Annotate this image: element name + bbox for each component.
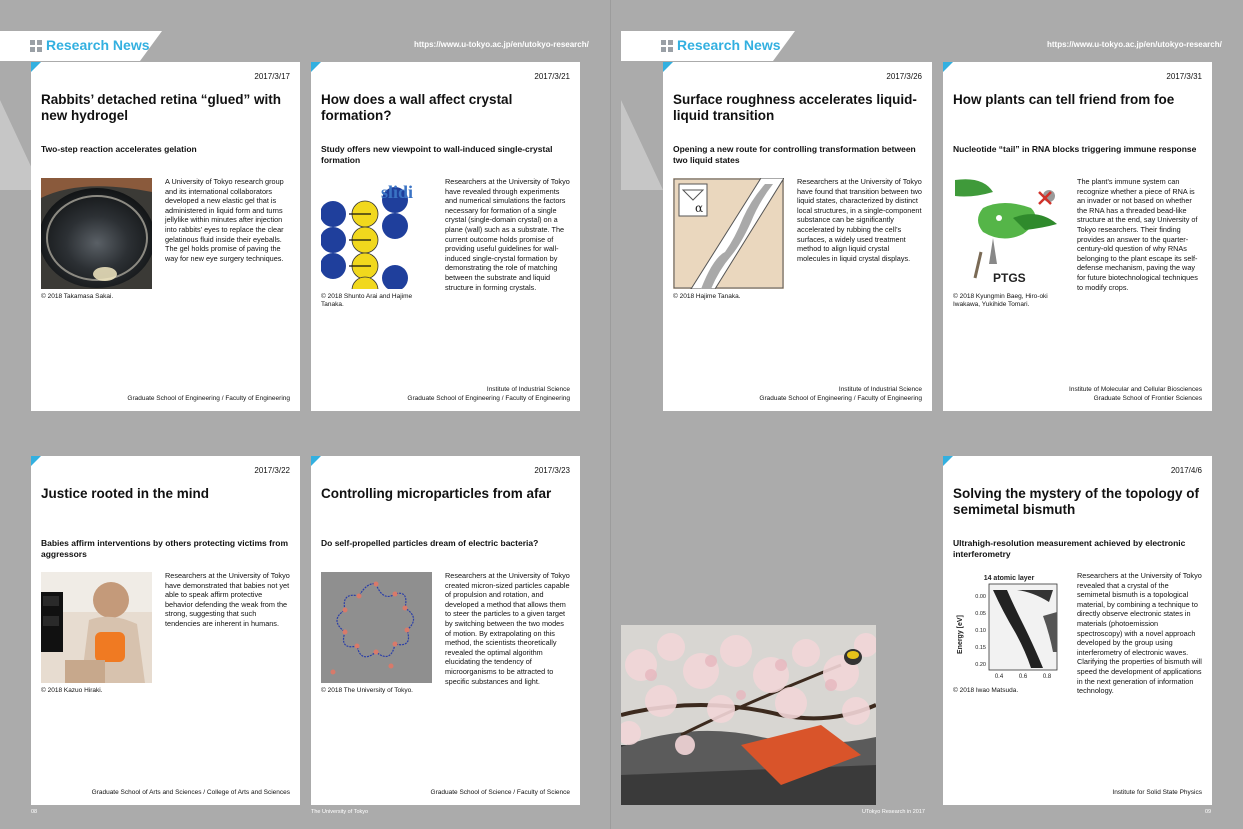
news-card-plant-immunity[interactable] <box>943 62 1212 411</box>
affiliation-line: Institute of Industrial Science <box>486 386 570 393</box>
right-page-number: 09 <box>1205 809 1212 815</box>
news-card-liquid-transition[interactable] <box>663 62 932 411</box>
card-subtitle: Ultrahigh-resolution measurement achieved by electronic interferometry <box>953 538 1186 559</box>
image-credit: © 2018 Kyungmin Baeg, Hiro-oki Iwakawa, Yukihide Tomari. <box>953 293 1048 308</box>
card-body: The plant’s immune system can recognize whether a piece of RNA is an invader or not based on whether the RNA has a threaded bead-like structure at the end, say University of Tokyo researchers. Their finding provides an answer to the quarter-century-old question of why RNAs belonging to the plant escape its self-defense mechanism, paving the way for future biotechnological techniques to modify crops. <box>1077 177 1198 292</box>
right-diagonal-band <box>621 100 663 190</box>
image-credit: © 2018 Shunto Arai and Hajime Tanaka. <box>321 293 413 308</box>
card-subtitle: Study offers new viewpoint to wall-induced single-crystal formation <box>321 144 553 165</box>
ptgs-label: PTGS <box>993 271 1026 285</box>
card-body: A University of Tokyo research group and its international collaborators developed a new elastic gel that is administered in liquid form and turns jellylike within minutes after injection into rabbits’ eyes to replace the clear gelatinous fluid inside their eyeballs. The gel holds promise of paving the way for new eye surgery techniques. <box>165 177 284 263</box>
card-corner-marker <box>943 456 953 466</box>
card-date: 2017/3/17 <box>254 72 290 81</box>
right-header-url[interactable]: https://www.u-tokyo.ac.jp/en/utokyo-research/ <box>1047 40 1222 49</box>
spread-gutter <box>610 0 611 829</box>
photoemission-plot <box>953 572 1064 683</box>
card-body: Researchers at the University of Tokyo have demonstrated that babies not yet able to speak affirm protective behavior defending the weak from the strong, suggesting that such tendencies are inherent in humans. <box>165 571 290 628</box>
card-date: 2017/4/6 <box>1170 466 1202 475</box>
news-card-babies-justice[interactable] <box>31 456 300 805</box>
baby-photo <box>41 572 152 683</box>
card-subtitle: Opening a new route for controlling transformation between two liquid states <box>673 144 916 165</box>
affiliation-line: Institute of Molecular and Cellular Biosciences <box>1069 386 1202 393</box>
liquid-transition-diagram <box>673 178 784 289</box>
xtick-label: 0.8 <box>1042 674 1052 680</box>
affiliation-line: Graduate School of Engineering / Faculty of Engineering <box>127 395 290 402</box>
plant-illustration <box>953 178 1064 289</box>
card-corner-marker <box>311 456 321 466</box>
particle-trajectory-image <box>321 572 432 683</box>
left-page-number: 08 <box>31 809 38 815</box>
affiliation-line: Graduate School of Arts and Sciences / College of Arts and Sciences <box>91 789 290 796</box>
card-affiliation <box>431 788 570 797</box>
news-card-bismuth-topology[interactable] <box>943 456 1212 805</box>
card-affiliation <box>127 394 290 403</box>
right-footer-title: UTokyo Research in 2017 <box>862 809 925 815</box>
card-corner-marker <box>943 62 953 72</box>
card-affiliation <box>1112 788 1202 797</box>
card-date: 2017/3/26 <box>886 72 922 81</box>
card-corner-marker <box>663 62 673 72</box>
ytick-label: 0.20 <box>975 662 986 668</box>
card-affiliation <box>92 788 290 797</box>
ytick-label: 0.05 <box>975 611 986 617</box>
affiliation-line: Graduate School of Engineering / Faculty of Engineering <box>407 395 570 402</box>
card-corner-marker <box>311 62 321 72</box>
card-date: 2017/3/31 <box>1166 72 1202 81</box>
card-corner-marker <box>31 62 41 72</box>
xtick-label: 0.6 <box>1018 674 1028 680</box>
right-section-label: Research News <box>677 37 781 53</box>
card-body: Researchers at the University of Tokyo have revealed through experiments and numerical simulations the factors necessary for formation of a single crystal (single-domain crystal) on a plane (wall) such as a substrate. The current outcome holds promise of providing useful guidelines for wall-induced single-crystal formation by demonstrating the role of matching between the substrate and liquid structure in forming crystals. <box>445 177 570 292</box>
card-title: Justice rooted in the mind <box>41 486 210 501</box>
left-header-url[interactable]: https://www.u-tokyo.ac.jp/en/utokyo-research/ <box>414 40 589 49</box>
research-news-icon <box>661 40 673 52</box>
plot-ylabel: Energy [eV] <box>957 615 964 654</box>
card-title: Controlling microparticles from afar <box>321 486 552 501</box>
affiliation-line: Institute for Solid State Physics <box>1112 789 1202 796</box>
cherry-blossom-photo <box>621 625 876 805</box>
card-corner-marker <box>31 456 41 466</box>
card-affiliation <box>407 385 570 403</box>
image-credit: © 2018 Iwao Matsuda. <box>953 687 1019 694</box>
ytick-label: 0.10 <box>975 628 986 634</box>
card-title: Rabbits’ detached retina “glued” with new hydrogel <box>41 92 282 123</box>
news-card-crystal-formation[interactable] <box>311 62 580 411</box>
left-section-label: Research News <box>46 37 150 53</box>
ytick-label: 0.15 <box>975 645 986 651</box>
card-subtitle: Two-step reaction accelerates gelation <box>41 144 197 154</box>
eye-photo <box>41 178 152 289</box>
card-subtitle: Nucleotide “tail” in RNA blocks triggering immune response <box>953 144 1197 154</box>
research-news-icon <box>30 40 42 52</box>
image-credit: © 2018 Takamasa Sakai. <box>41 293 114 300</box>
card-subtitle: Do self-propelled particles dream of electric bacteria? <box>321 538 539 548</box>
card-affiliation <box>1069 385 1202 403</box>
crystal-diagram-label: slidi <box>381 182 414 202</box>
plot-title: 14 atomic layer <box>983 575 1035 582</box>
affiliation-line: Graduate School of Frontier Sciences <box>1093 395 1202 402</box>
affiliation-line: Institute of Industrial Science <box>838 386 922 393</box>
card-body: Researchers at the University of Tokyo revealed that a crystal of the semimetal bismuth is a topological material, by combining a technique to directly observe electronic states in materials (photoemission spectroscopy) with a novel approach developed by the group using interferometry of electronic waves. Clarifying the properties of bismuth will speed the development of applications in the next generation of information technology. <box>1077 571 1202 696</box>
card-body: Researchers at the University of Tokyo created micron-sized particles capable of propulsion and rotation, and developed a method that allows them to steer the particles to a given target by switching between the two modes of motion. By extrapolating on this method, the scientists theoretically revealed the optimal algorithm elucidating the tendency of microorganisms to be attracted to specific substances and light. <box>445 571 570 686</box>
affiliation-line: Graduate School of Engineering / Faculty of Engineering <box>759 395 922 402</box>
card-title: Surface roughness accelerates liquid-liquid transition <box>673 92 917 123</box>
card-date: 2017/3/22 <box>254 466 290 475</box>
card-affiliation <box>759 385 922 403</box>
card-date: 2017/3/21 <box>534 72 570 81</box>
xtick-label: 0.4 <box>994 674 1004 680</box>
image-credit: © 2018 Kazuo Hiraki. <box>41 687 103 694</box>
card-date: 2017/3/23 <box>534 466 570 475</box>
card-title: How plants can tell friend from foe <box>953 92 1175 107</box>
image-credit: © 2018 Hajime Tanaka. <box>673 293 741 300</box>
affiliation-line: Graduate School of Science / Faculty of Science <box>430 789 570 796</box>
news-card-microparticles[interactable] <box>311 456 580 805</box>
news-card-rabbits-retina[interactable] <box>31 62 300 411</box>
crystal-diagram <box>321 178 432 289</box>
image-credit: © 2018 The University of Tokyo. <box>321 687 413 694</box>
left-footer-title: The University of Tokyo <box>311 809 369 815</box>
card-title: Solving the mystery of the topology of semimetal bismuth <box>953 486 1200 517</box>
card-subtitle: Babies affirm interventions by others protecting victims from aggressors <box>41 538 289 559</box>
card-title: How does a wall affect crystal formation? <box>321 92 513 123</box>
card-body: Researchers at the University of Tokyo have found that transition between two liquid states, characterized by distinct local structures, in a single-component substance can be significantly accelerated by rubbing the cell’s surfaces, a widely used treatment method to align liquid crystal molecules in liquid crystal displays. <box>797 177 922 263</box>
alpha-label: α <box>695 201 704 215</box>
ytick-label: 0.00 <box>975 594 986 600</box>
